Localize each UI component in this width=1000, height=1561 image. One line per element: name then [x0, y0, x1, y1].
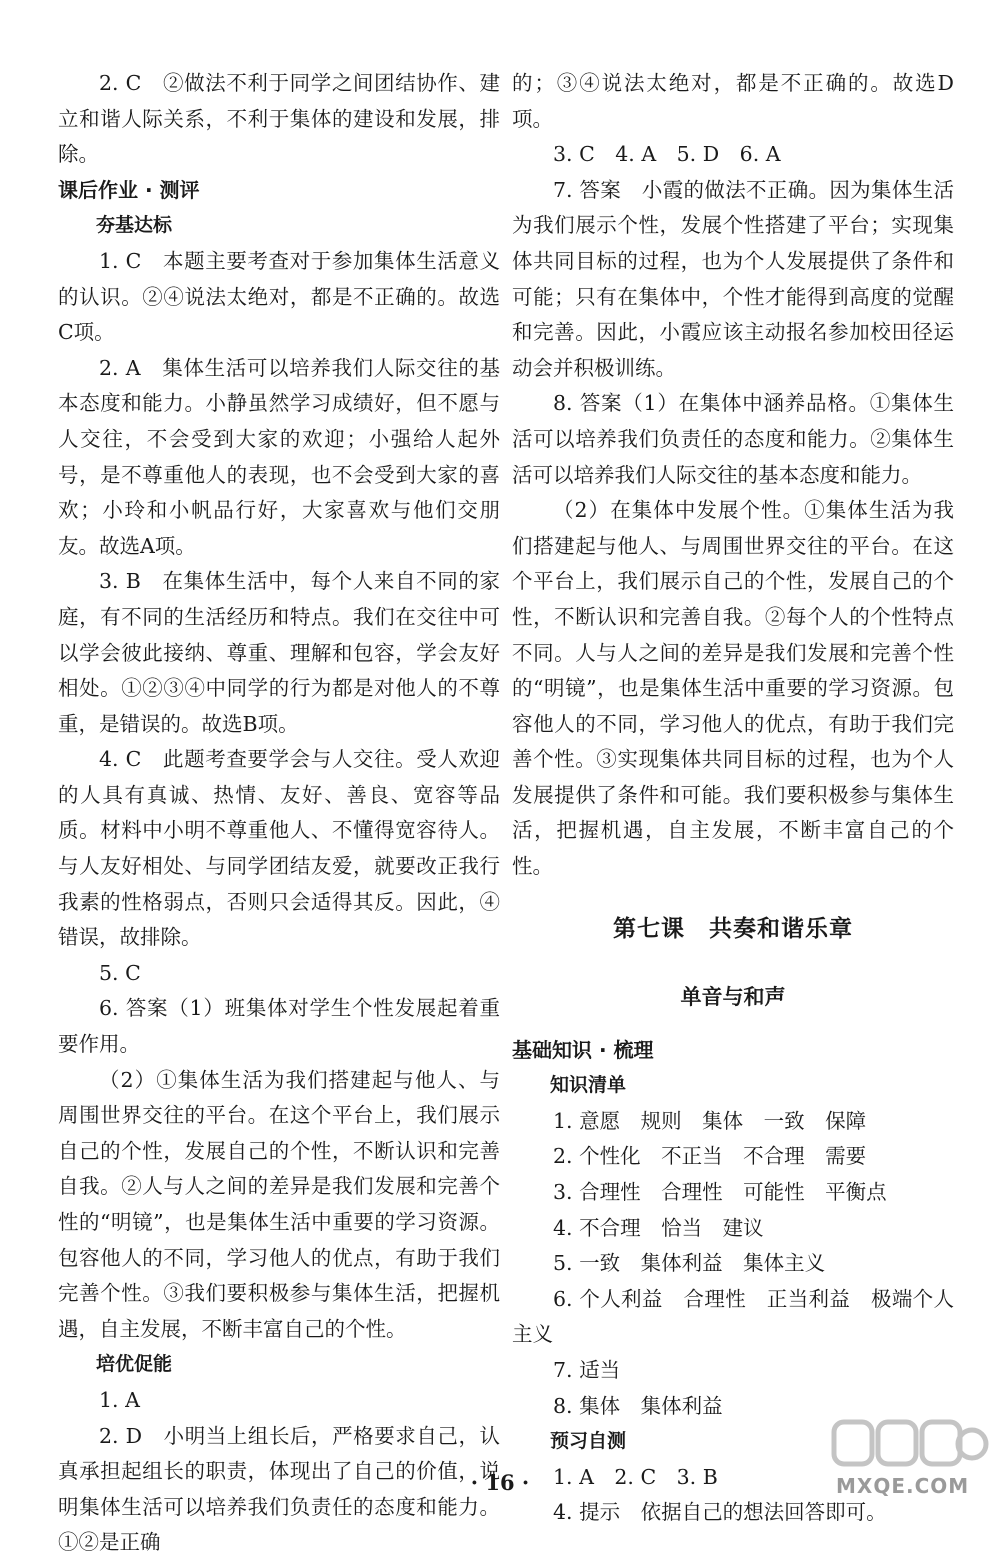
page-number: · 16 ·: [470, 1470, 530, 1495]
left-column: [58, 66, 500, 1561]
answer-paragraph: 2. A 集体生活可以培养我们人际交往的基本态度和能力。小静虽然学习成绩好，但不愿与人交往，不会受到大家的欢迎；小强给人起外号，是不尊重他人的表现，也不会受到大家的喜欢；小玲和小帆品行好，大家喜欢与他们交朋友。故选A项。: [58, 355, 500, 558]
answer-paragraph: 7. 适当: [553, 1358, 621, 1382]
answer-paragraph: 4. 不合理 恰当 建议: [553, 1215, 764, 1240]
answer-paragraph: （2）在集体中发展个性。①集体生活为我们搭建起与他人、与周围世界交往的平台。在这个平台上，我们展示自己的个性，发展自己的个性，不断认识和完善自我。②每个人的个性特点不同。人与人之间的差异是我们发展和完善个性的“明镜”，也是集体生活中重要的学习资源。包容他人的不同，学习他人的优点，有助于我们完善个性。③实现集体共同目标的过程，也为个人发展提供了条件和可能。我们要积极参与集体生活，把握机遇，自主发展，不断丰富自己的个性。: [512, 498, 954, 879]
subsection-heading: 夯基达标: [96, 214, 173, 237]
section-heading: 基础知识 · 梳理: [512, 1037, 654, 1062]
section-heading: 课后作业 · 测评: [58, 177, 200, 202]
answer-paragraph: 5. 一致 集体利益 集体主义: [553, 1251, 826, 1276]
answer-paragraph: 1. A: [99, 1387, 140, 1412]
subsection-heading: 培优促能: [96, 1353, 173, 1376]
answer-paragraph: 的；③④说法太绝对，都是不正确的。故选D项。: [512, 71, 954, 131]
answer-paragraph: 2. D 小明当上组长后，严格要求自己，认真承担起组长的职责，体现出了自己的价值，说明集体生活可以培养我们负责任的态度和能力。①②是正确: [58, 1423, 500, 1555]
answer-paragraph: 1. A 2. C 3. B: [553, 1464, 718, 1489]
subsection-heading: 预习自测: [550, 1430, 627, 1453]
answer-paragraph: 8. 答案（1）在集体中涵养品格。①集体生活可以培养我们负责任的态度和能力。②集体生活可以培养我们人际交往的基本态度和能力。: [512, 391, 954, 487]
answer-paragraph: （2）①集体生活为我们搭建起与他人、与周围世界交往的平台。在这个平台上，我们展示自己的个性，发展自己的个性，不断认识和完善自我。②人与人之间的差异是我们发展和完善个性的“明镜”，也是集体生活中重要的学习资源。包容他人的不同，学习他人的优点，有助于我们完善个性。③我们要积极参与集体生活，把握机遇，自主发展，不断丰富自己的个性。: [58, 1067, 500, 1341]
answer-paragraph: 1. C 本题主要考查对于参加集体生活意义的认识。②④说法太绝对，都是不正确的。故选C项。: [58, 248, 500, 345]
answer-paragraph: 6. 个人利益 合理性 正当利益 极端个人主义: [512, 1286, 954, 1347]
right-column: [512, 66, 954, 1531]
subsection-heading: 知识清单: [550, 1074, 627, 1097]
answer-paragraph: 3. B 在集体生活中，每个人来自不同的家庭，有不同的生活经历和特点。我们在交往中可以学会彼此接纳、尊重、理解和包容，学会友好相处。①②③④中同学的行为都是对他人的不尊重，是错误的。故选B项。: [58, 569, 500, 736]
answer-paragraph: 4. 提示 依据自己的想法回答即可。: [553, 1500, 887, 1525]
answer-paragraph: 3. C 4. A 5. D 6. A: [553, 142, 781, 167]
answer-paragraph: 3. 合理性 合理性 可能性 平衡点: [553, 1180, 887, 1205]
answer-paragraph: 2. C ②做法不利于同学之间团结协作、建立和谐人际关系，不利于集体的建设和发展，排除。: [58, 71, 500, 167]
answer-paragraph: 7. 答案 小霞的做法不正确。因为集体生活为我们展示个性，发展个性搭建了平台；实现集体共同目标的过程，也为个人发展提供了条件和可能；只有在集体中，个性才能得到高度的觉醒和完善。因此，小霞应该主动报名参加校田径运动会并积极训练。: [512, 177, 954, 380]
lesson-title: 第七课 共奏和谐乐章: [613, 915, 853, 942]
answer-paragraph: 6. 答案（1）班集体对学生个性发展起着重要作用。: [58, 996, 500, 1057]
topic-title: 单音与和声: [680, 984, 786, 1009]
answer-paragraph: 5. C: [99, 960, 141, 985]
answer-paragraph: 1. 意愿 规则 集体 一致 保障: [553, 1108, 867, 1133]
answer-paragraph: 2. 个性化 不正当 不合理 需要: [553, 1144, 867, 1169]
answer-paragraph: 4. C 此题考查要学会与人交往。受人欢迎的人具有真诚、热情、友好、善良、宽容等品质。材料中小明不尊重他人、不懂得宽容待人。与人友好相处、与同学团结友爱，就要改正我行我素的性格弱点，否则只会适得其反。因此，④错误，故排除。: [58, 747, 500, 950]
answer-paragraph: 8. 集体 集体利益: [553, 1393, 723, 1418]
watermark-text: MXQE.COM: [836, 1474, 970, 1498]
